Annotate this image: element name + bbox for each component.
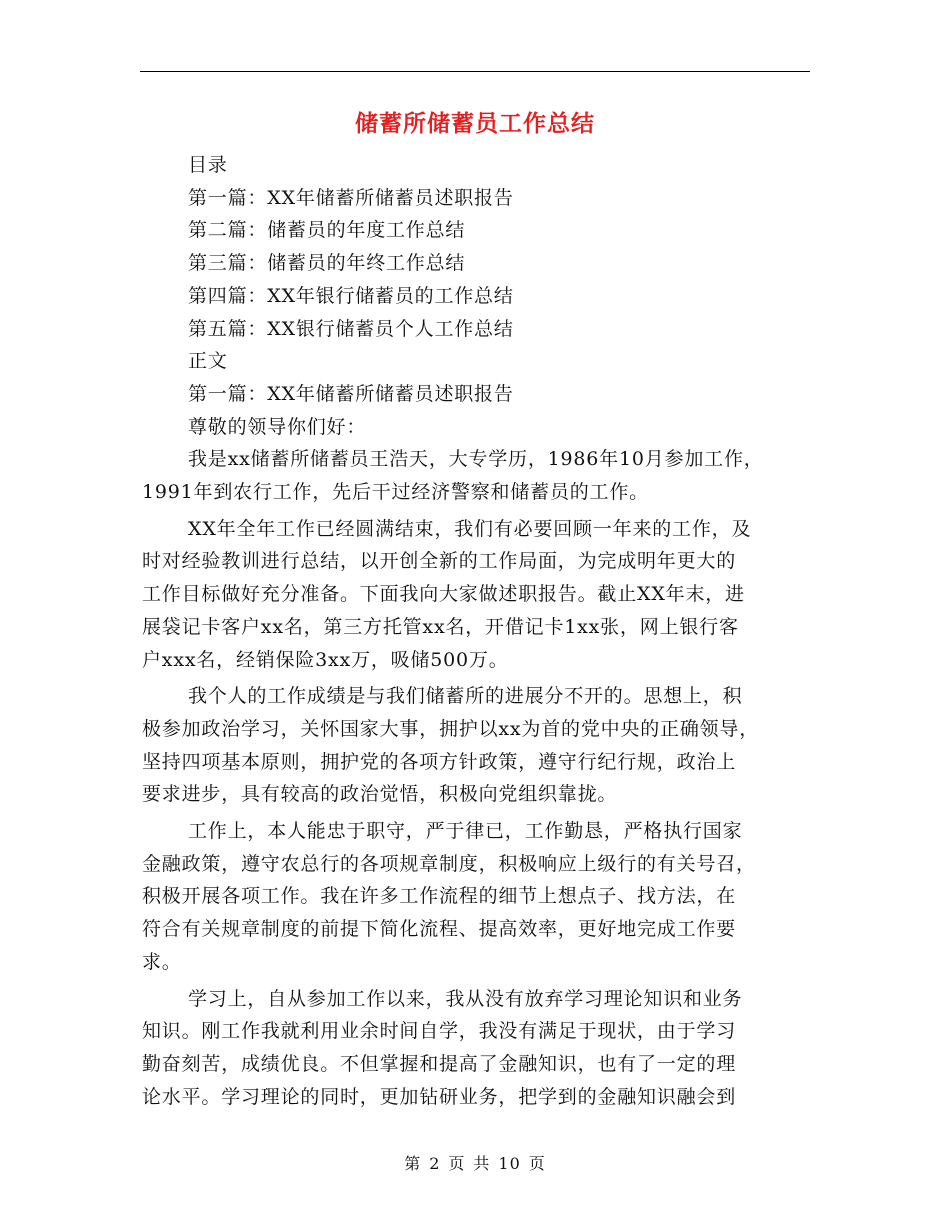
table-of-contents	[142, 149, 810, 443]
paragraph-intro	[142, 443, 810, 508]
text-line: 坚持四项基本原则，拥护党的各项方针政策，遵守行纪行规，政治上	[142, 750, 737, 773]
paragraph-summary	[142, 513, 810, 677]
text-line: 金融政策，遵守农总行的各项规章制度，积极响应上级行的有关号召，	[142, 852, 756, 875]
text-line: 符合有关规章制度的前提下简化流程、提高效率，更好地完成工作要	[142, 918, 737, 941]
page-current: 2	[429, 1154, 441, 1173]
document-title: 储蓄所储蓄员工作总结	[355, 111, 595, 137]
text-line: 我个人的工作成绩是与我们储蓄所的进展分不开的。思想上，积	[188, 685, 743, 708]
document-body	[142, 149, 810, 1113]
section-title: 第一篇：XX年储蓄所储蓄员述职报告	[188, 382, 514, 405]
page-label-prefix: 第	[404, 1154, 422, 1173]
page-label-mid: 页	[448, 1154, 466, 1173]
text-line: 我是xx储蓄所储蓄员王浩天，大专学历，1986年10月参加工作，	[188, 448, 764, 471]
text-line: 积极开展各项工作。我在许多工作流程的细节上想点子、找方法，在	[142, 885, 737, 908]
text-line: XX年全年工作已经圆满结束，我们有必要回顾一年来的工作，及	[188, 517, 752, 540]
page-label-total-prefix: 共	[473, 1154, 491, 1173]
toc-item: 第一篇：XX年储蓄所储蓄员述职报告	[188, 186, 514, 209]
toc-item: 第三篇：储蓄员的年终工作总结	[188, 252, 466, 275]
text-line: 工作上，本人能忠于职守，严于律已，工作勤恳，严格执行国家	[188, 820, 743, 843]
greeting: 尊敬的领导你们好：	[188, 415, 367, 438]
paragraph-study	[142, 983, 810, 1114]
header-rule	[140, 71, 810, 72]
text-line: 求。	[142, 950, 182, 973]
text-line: 知识。刚工作我就利用业余时间自学，我没有满足于现状，由于学习	[142, 1020, 737, 1043]
toc-item: 第四篇：XX年银行储蓄员的工作总结	[188, 284, 514, 307]
page-footer	[0, 1152, 950, 1176]
page-label-suffix: 页	[528, 1154, 546, 1173]
text-line: 论水平。学习理论的同时，更加钻研业务，把学到的金融知识融会到	[142, 1085, 737, 1108]
text-line: 要求进步，具有较高的政治觉悟，积极向党组织靠拢。	[142, 783, 618, 806]
text-line: 展袋记卡客户xx名，第三方托管xx名，开借记卡1xx张，网上银行客	[142, 615, 739, 638]
paragraph-work	[142, 815, 810, 979]
toc-item: 第二篇：储蓄员的年度工作总结	[188, 219, 466, 242]
paragraph-ideology	[142, 680, 810, 811]
text-line: 工作目标做好充分准备。下面我向大家做述职报告。截止XX年末，进	[142, 583, 745, 606]
page-total: 10	[498, 1154, 521, 1173]
toc-item: 第五篇：XX银行储蓄员个人工作总结	[188, 317, 514, 340]
text-line: 勤奋刻苦，成绩优良。不但掌握和提高了金融知识，也有了一定的理	[142, 1052, 737, 1075]
text-line: 户xxx名，经销保险3xx万，吸储500万。	[142, 648, 509, 671]
body-heading: 正文	[188, 350, 228, 373]
text-line: 时对经验教训进行总结，以开创全新的工作局面，为完成明年更大的	[142, 550, 737, 573]
text-line: 极参加政治学习，关怀国家大事，拥护以xx为首的党中央的正确领导，	[142, 717, 760, 740]
text-line: 1991年到农行工作，先后干过经济警察和储蓄员的工作。	[142, 481, 649, 504]
toc-heading: 目录	[188, 154, 228, 176]
text-line: 学习上，自从参加工作以来，我从没有放弃学习理论知识和业务	[188, 987, 743, 1010]
